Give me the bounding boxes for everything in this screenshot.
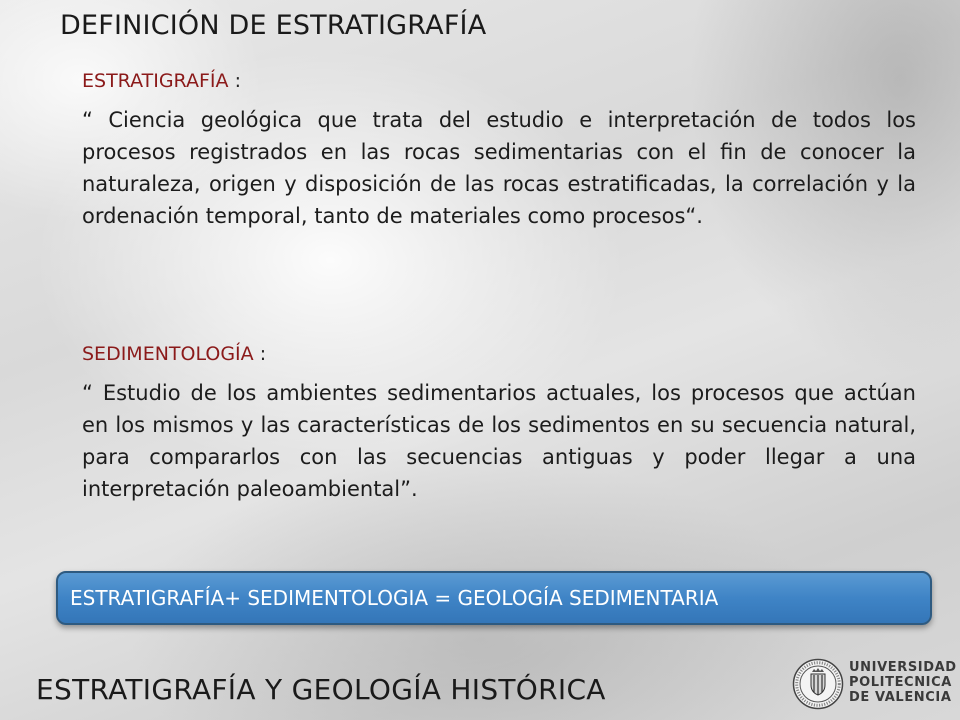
slide-title: DEFINICIÓN DE ESTRATIGRAFÍA [60,10,487,41]
university-name-line: DE VALENCIA [849,690,952,705]
heading-colon: : [253,343,267,365]
heading-text: ESTRATIGRAFÍA [82,70,229,92]
heading-text: SEDIMENTOLOGÍA [82,343,254,365]
definition-text: “ Ciencia geológica que trata del estudio e interpretación de todos los procesos registrados en las rocas sedimentarias con el fin de conocer la naturaleza, origen y disposición de las rocas estratificadas, la correlación y la ordenación temporal, tanto de materiales como procesos“. [82,108,916,228]
heading-colon: : [228,70,241,92]
university-name-line: UNIVERSIDAD [849,660,957,675]
university-name-line: POLITECNICA [849,675,952,690]
equation-box [56,571,932,625]
definition-sedimentologia [82,343,916,505]
university-seal-icon [792,658,844,710]
footer-title: ESTRATIGRAFÍA Y GEOLOGÍA HISTÓRICA [36,673,606,706]
equation-text: ESTRATIGRAFÍA+ SEDIMENTOLOGIA = GEOLOGÍA SEDIMENTARIA [70,586,719,610]
university-name [849,660,957,705]
section-heading [82,70,916,92]
university-logo [792,656,960,720]
section-heading [82,343,916,365]
definition-text: “ Estudio de los ambientes sedimentarios actuales, los procesos que actúan en los mismos y las características de los sedimentos en su secuencia natural, para compararlos con las secuencias antiguas y poder llegar a una interpretación paleoambiental”. [82,381,916,501]
definition-estratigrafia [82,70,916,232]
